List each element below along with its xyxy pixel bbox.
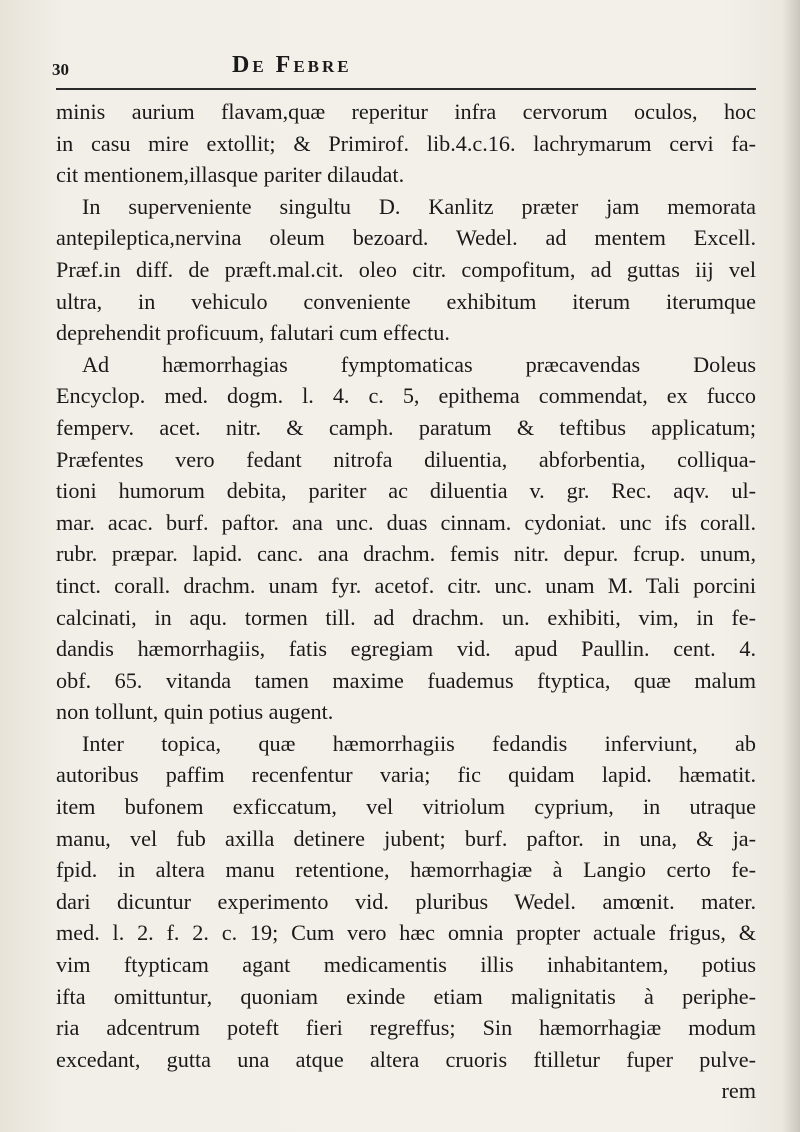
text-line: femperv. acet. nitr. & camph. paratum & teftibus applicatum; bbox=[56, 414, 756, 440]
text-line: tinct. corall. drachm. unam fyr. acetof. citr. unc. unam M. Tali porcini bbox=[56, 572, 756, 598]
text-line: manu, vel fub axilla detinere jubent; burf. paftor. in una, & ja- bbox=[56, 825, 756, 851]
text-line: antepileptica,nervina oleum bezoard. Wedel. ad mentem Excell. bbox=[56, 225, 756, 251]
text-line: vim ftypticam agant medicamentis illis inhabitantem, potius bbox=[56, 952, 756, 978]
text-line: calcinati, in aqu. tormen till. ad drachm. un. exhibiti, vim, in fe- bbox=[56, 604, 756, 630]
text-line: ifta omittuntur, quoniam exinde etiam malignitatis à periphe- bbox=[56, 983, 756, 1009]
page-edge-shadow bbox=[782, 0, 800, 1132]
text-line: rem bbox=[721, 1078, 756, 1104]
text-line: obf. 65. vitanda tamen maxime fuademus ftyptica, quæ malum bbox=[56, 667, 756, 693]
text-line: excedant, gutta una atque altera cruoris ftilletur fuper pulve- bbox=[56, 1046, 756, 1072]
text-line: Inter topica, quæ hæmorrhagiis fedandis inferviunt, ab bbox=[82, 730, 756, 756]
text-line: non tollunt, quin potius augent. bbox=[56, 699, 334, 725]
text-line: med. l. 2. f. 2. c. 19; Cum vero hæc omnia propter actuale frigus, & bbox=[56, 920, 756, 946]
running-head bbox=[52, 52, 752, 88]
text-line: fpid. in altera manu retentione, hæmorrhagiæ à Langio certo fe- bbox=[56, 857, 756, 883]
header-rule bbox=[56, 88, 756, 90]
text-line: autoribus paffim recenfentur varia; fic quidam lapid. hæmatit. bbox=[56, 762, 756, 788]
text-line: Præf.in diff. de præft.mal.cit. oleo citr. compofitum, ad guttas iij vel bbox=[56, 256, 756, 282]
text-line: rubr. præpar. lapid. canc. ana drachm. femis nitr. depur. fcrup. unum, bbox=[56, 541, 756, 567]
text-line: item bufonem exficcatum, vel vitriolum cyprium, in utraque bbox=[56, 794, 756, 820]
text-line: ultra, in vehiculo conveniente exhibitum iterum iterumque bbox=[56, 288, 756, 314]
text-line: deprehendit proficuum, falutari cum effectu. bbox=[56, 320, 450, 346]
text-line: dari dicuntur experimento vid. pluribus Wedel. amœnit. mater. bbox=[56, 888, 756, 914]
text-line: minis aurium flavam,quæ reperitur infra cervorum oculos, hoc bbox=[56, 99, 756, 124]
page-number: 30 bbox=[52, 60, 69, 79]
text-line: cit mentionem,illasque pariter dilaudat. bbox=[56, 162, 405, 188]
text-line: tioni humorum debita, pariter ac diluentia v. gr. Rec. aqv. ul- bbox=[56, 478, 756, 504]
text-line: mar. acac. burf. paftor. ana unc. duas cinnam. cydoniat. unc ifs corall. bbox=[56, 509, 756, 535]
running-head-title: De Febre bbox=[232, 52, 352, 78]
text-line: dandis hæmorrhagiis, fatis egregiam vid. apud Paullin. cent. 4. bbox=[56, 636, 756, 662]
text-line: Præfentes vero fedant nitrofa diluentia, abforbentia, colliqua- bbox=[56, 446, 756, 472]
body-text bbox=[56, 96, 756, 1107]
text-line: In superveniente singultu D. Kanlitz præter jam memorata bbox=[82, 193, 756, 219]
text-line: Encyclop. med. dogm. l. 4. c. 5, epithema commendat, ex fucco bbox=[56, 383, 756, 409]
text-line: ria adcentrum poteft fieri regreffus; Sin hæmorrhagiæ modum bbox=[56, 1015, 756, 1041]
text-line: in casu mire extollit; & Primirof. lib.4.c.16. lachrymarum cervi fa- bbox=[56, 130, 756, 156]
text-line: Ad hæmorrhagias fymptomaticas præcavendas Doleus bbox=[82, 351, 756, 377]
